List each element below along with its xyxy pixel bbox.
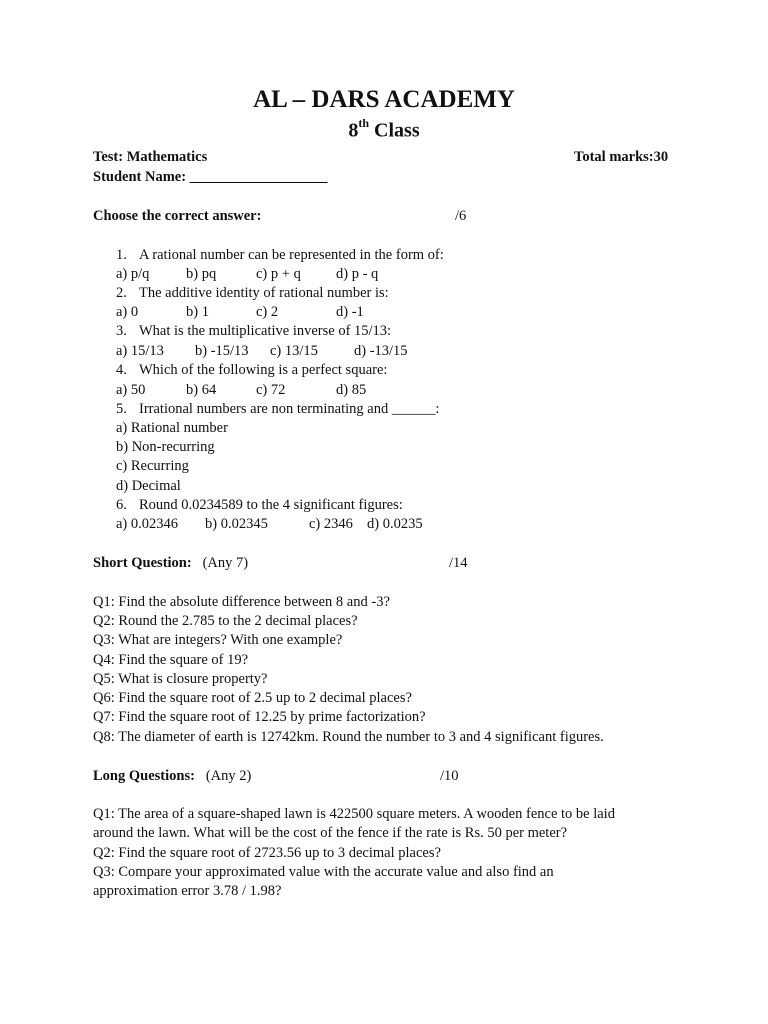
long-question-line-1: Q1: The area of a square-shaped lawn is 422500 square meters. A wooden fence to be laid [93, 806, 615, 822]
question-number: 1. [116, 247, 127, 263]
option-c: c) 13/15 [270, 343, 318, 359]
mcq-question-3 [116, 323, 391, 340]
mcq-options-2 [116, 304, 364, 321]
option-d: d) 85 [336, 382, 367, 398]
student-name-line: Student Name: ___________________ [93, 169, 328, 185]
long-heading-line [93, 768, 251, 785]
question-text: A rational number can be represented in the form of: [139, 247, 444, 263]
option-c: c) 2346 [309, 516, 353, 532]
long-marks: /10 [440, 768, 459, 784]
question-number: 4. [116, 362, 127, 378]
short-question-4: Q4: Find the square of 19? [93, 652, 249, 668]
total-marks: Total marks:30 [574, 149, 669, 165]
mcq-question-1 [116, 247, 444, 264]
class-heading [0, 116, 768, 143]
short-any: (Any 7) [202, 555, 249, 571]
class-word: Class [374, 119, 420, 142]
mcq-options-4 [116, 382, 366, 399]
mcq-option-5b: b) Non-recurring [116, 439, 215, 455]
short-heading: Short Question: [93, 555, 192, 571]
question-number: 2. [116, 285, 127, 301]
mcq-options-3 [116, 343, 408, 360]
short-question-7: Q7: Find the square root of 12.25 by prime factorization? [93, 709, 426, 725]
short-marks: /14 [449, 555, 468, 571]
question-number: 5. [116, 401, 127, 417]
short-question-6: Q6: Find the square root of 2.5 up to 2 decimal places? [93, 690, 412, 706]
option-b: b) 1 [186, 304, 209, 320]
option-a: a) p/q [116, 266, 150, 282]
test-subject: Test: Mathematics [93, 149, 208, 165]
mcq-options-1 [116, 266, 378, 283]
mcq-option-5a: a) Rational number [116, 420, 228, 436]
mcq-option-5c: c) Recurring [116, 458, 189, 474]
option-d: d) -1 [336, 304, 364, 320]
short-question-1: Q1: Find the absolute difference between 8 and -3? [93, 594, 390, 610]
short-question-3: Q3: What are integers? With one example? [93, 632, 343, 648]
option-b: b) -15/13 [195, 343, 249, 359]
option-b: b) pq [186, 266, 217, 282]
option-c: c) p + q [256, 266, 301, 282]
long-any: (Any 2) [205, 768, 252, 784]
option-c: c) 72 [256, 382, 286, 398]
option-a: a) 15/13 [116, 343, 164, 359]
option-b: b) 64 [186, 382, 217, 398]
question-text: Which of the following is a perfect square: [139, 362, 388, 378]
question-number: 6. [116, 497, 127, 513]
long-question-line-3: Q2: Find the square root of 2723.56 up to 3 decimal places? [93, 845, 441, 861]
option-a: a) 0 [116, 304, 139, 320]
option-d: d) 0.0235 [367, 516, 423, 532]
question-text: Irrational numbers are non terminating and ______: [139, 401, 440, 417]
short-question-2: Q2: Round the 2.785 to the 2 decimal places? [93, 613, 358, 629]
question-text: The additive identity of rational number is: [139, 285, 389, 301]
long-question-line-4: Q3: Compare your approximated value with the accurate value and also find an [93, 864, 554, 880]
option-d: d) -13/15 [354, 343, 408, 359]
question-text: What is the multiplicative inverse of 15/13: [139, 323, 392, 339]
class-superscript: th [358, 116, 370, 130]
option-a: a) 0.02346 [116, 516, 179, 532]
option-c: c) 2 [256, 304, 279, 320]
mcq-question-4 [116, 362, 387, 379]
short-heading-line [93, 555, 248, 572]
class-number: 8 [348, 119, 359, 142]
mcq-option-5d: d) Decimal [116, 478, 181, 494]
long-heading: Long Questions: [93, 768, 195, 784]
mcq-question-2 [116, 285, 389, 302]
long-question-line-2: around the lawn. What will be the cost of the fence if the rate is Rs. 50 per meter? [93, 825, 568, 841]
mcq-options-6 [116, 516, 423, 533]
long-question-line-5: approximation error 3.78 / 1.98? [93, 883, 282, 899]
page-title: AL – DARS ACADEMY [253, 86, 515, 113]
short-question-5: Q5: What is closure property? [93, 671, 268, 687]
mcq-marks: /6 [455, 208, 467, 224]
question-text: Round 0.0234589 to the 4 significant figures: [139, 497, 403, 513]
mcq-heading: Choose the correct answer: [93, 208, 262, 224]
option-a: a) 50 [116, 382, 146, 398]
mcq-question-5 [116, 401, 439, 418]
short-question-8: Q8: The diameter of earth is 12742km. Round the number to 3 and 4 significant figures. [93, 729, 604, 745]
option-b: b) 0.02345 [205, 516, 268, 532]
option-d: d) p - q [336, 266, 379, 282]
question-number: 3. [116, 323, 127, 339]
mcq-question-6 [116, 497, 403, 514]
